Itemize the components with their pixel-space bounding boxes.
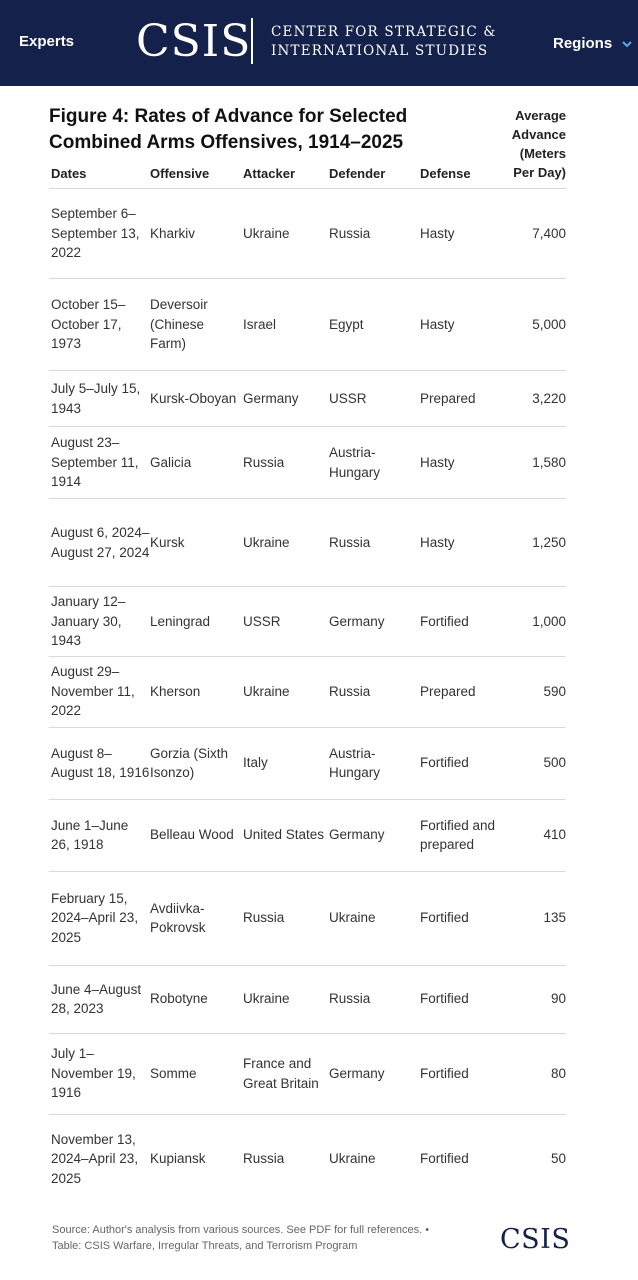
logo-line-1: CENTER FOR STRATEGIC & [271, 24, 497, 40]
source-line-1: Source: Author's analysis from various sources. See PDF for full references. • [52, 1224, 430, 1236]
cell-attacker: Russia [243, 871, 329, 965]
cell-defender: Russia [329, 499, 420, 587]
nav-experts-link[interactable]: Experts [19, 33, 75, 50]
logo-wordmark[interactable] [271, 23, 497, 61]
cell-defender: Ukraine [329, 871, 420, 965]
cell-defense: Fortified [420, 587, 510, 657]
cell-dates: November 13, 2024–April 23, 2025 [49, 1114, 150, 1203]
table-row [49, 871, 566, 965]
source-note [52, 1222, 472, 1254]
cell-defense: Fortified [420, 1114, 510, 1203]
table-row [49, 965, 566, 1033]
cell-offensive: Robotyne [150, 965, 243, 1033]
cell-average-advance: 590 [510, 656, 566, 727]
cell-defender: Germany [329, 587, 420, 657]
cell-attacker: Ukraine [243, 189, 329, 279]
avg-header-line: (Meters [519, 146, 566, 161]
cell-defender: Germany [329, 799, 420, 871]
col-header-attacker: Attacker [243, 166, 296, 181]
cell-dates: January 12–January 30, 1943 [49, 587, 150, 657]
cell-defense: Prepared [420, 656, 510, 727]
cell-defender: Russia [329, 965, 420, 1033]
table-row [49, 1033, 566, 1114]
cell-offensive: Kherson [150, 656, 243, 727]
source-line-2: Table: CSIS Warfare, Irregular Threats, and Terrorism Program [52, 1240, 358, 1252]
figure-title-line-2: Combined Arms Offensives, 1914–2025 [49, 132, 404, 153]
table-row [49, 189, 566, 279]
cell-offensive: Kursk-Oboyan [150, 371, 243, 427]
cell-offensive: Avdiivka-Pokrovsk [150, 871, 243, 965]
cell-attacker: Germany [243, 371, 329, 427]
cell-average-advance: 500 [510, 727, 566, 799]
advance-rates-table [49, 188, 566, 1203]
cell-defense: Prepared [420, 371, 510, 427]
cell-attacker: Ukraine [243, 656, 329, 727]
cell-attacker: USSR [243, 587, 329, 657]
figure-title-line-1: Figure 4: Rates of Advance for Selected [49, 106, 408, 127]
regions-label: Regions [553, 35, 613, 52]
cell-defense: Fortified [420, 727, 510, 799]
cell-defense: Fortified [420, 871, 510, 965]
cell-attacker: Italy [243, 727, 329, 799]
cell-dates: September 6–September 13, 2022 [49, 189, 150, 279]
cell-offensive: Kursk [150, 499, 243, 587]
cell-defense: Fortified [420, 1033, 510, 1114]
cell-average-advance: 410 [510, 799, 566, 871]
col-header-defender: Defender [329, 166, 386, 181]
cell-average-advance: 50 [510, 1114, 566, 1203]
cell-defender: Germany [329, 1033, 420, 1114]
table-row [49, 727, 566, 799]
cell-average-advance: 5,000 [510, 279, 566, 371]
footer-csis-logo: CSIS [500, 1224, 571, 1255]
csis-logo[interactable]: CSIS [136, 16, 252, 67]
cell-dates: June 1–June 26, 1918 [49, 799, 150, 871]
cell-defender: Egypt [329, 279, 420, 371]
cell-offensive: Somme [150, 1033, 243, 1114]
cell-dates: July 5–July 15, 1943 [49, 371, 150, 427]
avg-header-line: Per Day) [513, 165, 566, 180]
cell-attacker: France and Great Britain [243, 1033, 329, 1114]
cell-offensive: Belleau Wood [150, 799, 243, 871]
table-row [49, 656, 566, 727]
nav-regions-dropdown[interactable] [553, 35, 634, 52]
logo-line-2: INTERNATIONAL STUDIES [271, 43, 489, 59]
cell-dates: October 15–October 17, 1973 [49, 279, 150, 371]
chevron-down-icon [620, 37, 634, 51]
cell-defense: Hasty [420, 279, 510, 371]
cell-offensive: Leningrad [150, 587, 243, 657]
cell-dates: August 8–August 18, 1916 [49, 727, 150, 799]
table-row [49, 499, 566, 587]
site-header [0, 0, 638, 86]
cell-attacker: Russia [243, 1114, 329, 1203]
table-row [49, 1114, 566, 1203]
figure-title [49, 104, 449, 156]
cell-defender: Austria-Hungary [329, 427, 420, 499]
cell-offensive: Kupiansk [150, 1114, 243, 1203]
cell-dates: August 29–November 11, 2022 [49, 656, 150, 727]
table-row [49, 427, 566, 499]
avg-header-line: Advance [511, 127, 566, 142]
cell-average-advance: 90 [510, 965, 566, 1033]
cell-defender: Austria-Hungary [329, 727, 420, 799]
cell-offensive: Gorzia (Sixth Isonzo) [150, 727, 243, 799]
cell-defender: Russia [329, 656, 420, 727]
cell-offensive: Kharkiv [150, 189, 243, 279]
cell-attacker: United States [243, 799, 329, 871]
cell-attacker: Ukraine [243, 965, 329, 1033]
col-header-offensive: Offensive [150, 166, 210, 181]
cell-defense: Hasty [420, 499, 510, 587]
cell-dates: June 4–August 28, 2023 [49, 965, 150, 1033]
col-header-defense: Defense [420, 166, 471, 181]
cell-offensive: Galicia [150, 427, 243, 499]
cell-attacker: Russia [243, 427, 329, 499]
cell-attacker: Ukraine [243, 499, 329, 587]
cell-defender: USSR [329, 371, 420, 427]
logo-divider [251, 18, 253, 64]
cell-average-advance: 1,000 [510, 587, 566, 657]
cell-average-advance: 3,220 [510, 371, 566, 427]
cell-dates: August 6, 2024–August 27, 2024 [49, 499, 150, 587]
cell-average-advance: 135 [510, 871, 566, 965]
cell-defense: Fortified and prepared [420, 799, 510, 871]
col-header-dates: Dates [51, 166, 87, 181]
cell-average-advance: 80 [510, 1033, 566, 1114]
cell-offensive: Deversoir (Chinese Farm) [150, 279, 243, 371]
avg-header-line: Average [515, 108, 566, 123]
cell-average-advance: 7,400 [510, 189, 566, 279]
cell-defense: Fortified [420, 965, 510, 1033]
col-header-average-advance [512, 106, 566, 182]
figure-content [0, 86, 638, 1280]
cell-defender: Ukraine [329, 1114, 420, 1203]
table-row [49, 371, 566, 427]
cell-defender: Russia [329, 189, 420, 279]
cell-average-advance: 1,250 [510, 499, 566, 587]
cell-defense: Hasty [420, 189, 510, 279]
table-row [49, 587, 566, 657]
cell-attacker: Israel [243, 279, 329, 371]
cell-defense: Hasty [420, 427, 510, 499]
cell-average-advance: 1,580 [510, 427, 566, 499]
cell-dates: February 15, 2024–April 23, 2025 [49, 871, 150, 965]
table-row [49, 799, 566, 871]
cell-dates: July 1–November 19, 1916 [49, 1033, 150, 1114]
cell-dates: August 23–September 11, 1914 [49, 427, 150, 499]
table-row [49, 279, 566, 371]
